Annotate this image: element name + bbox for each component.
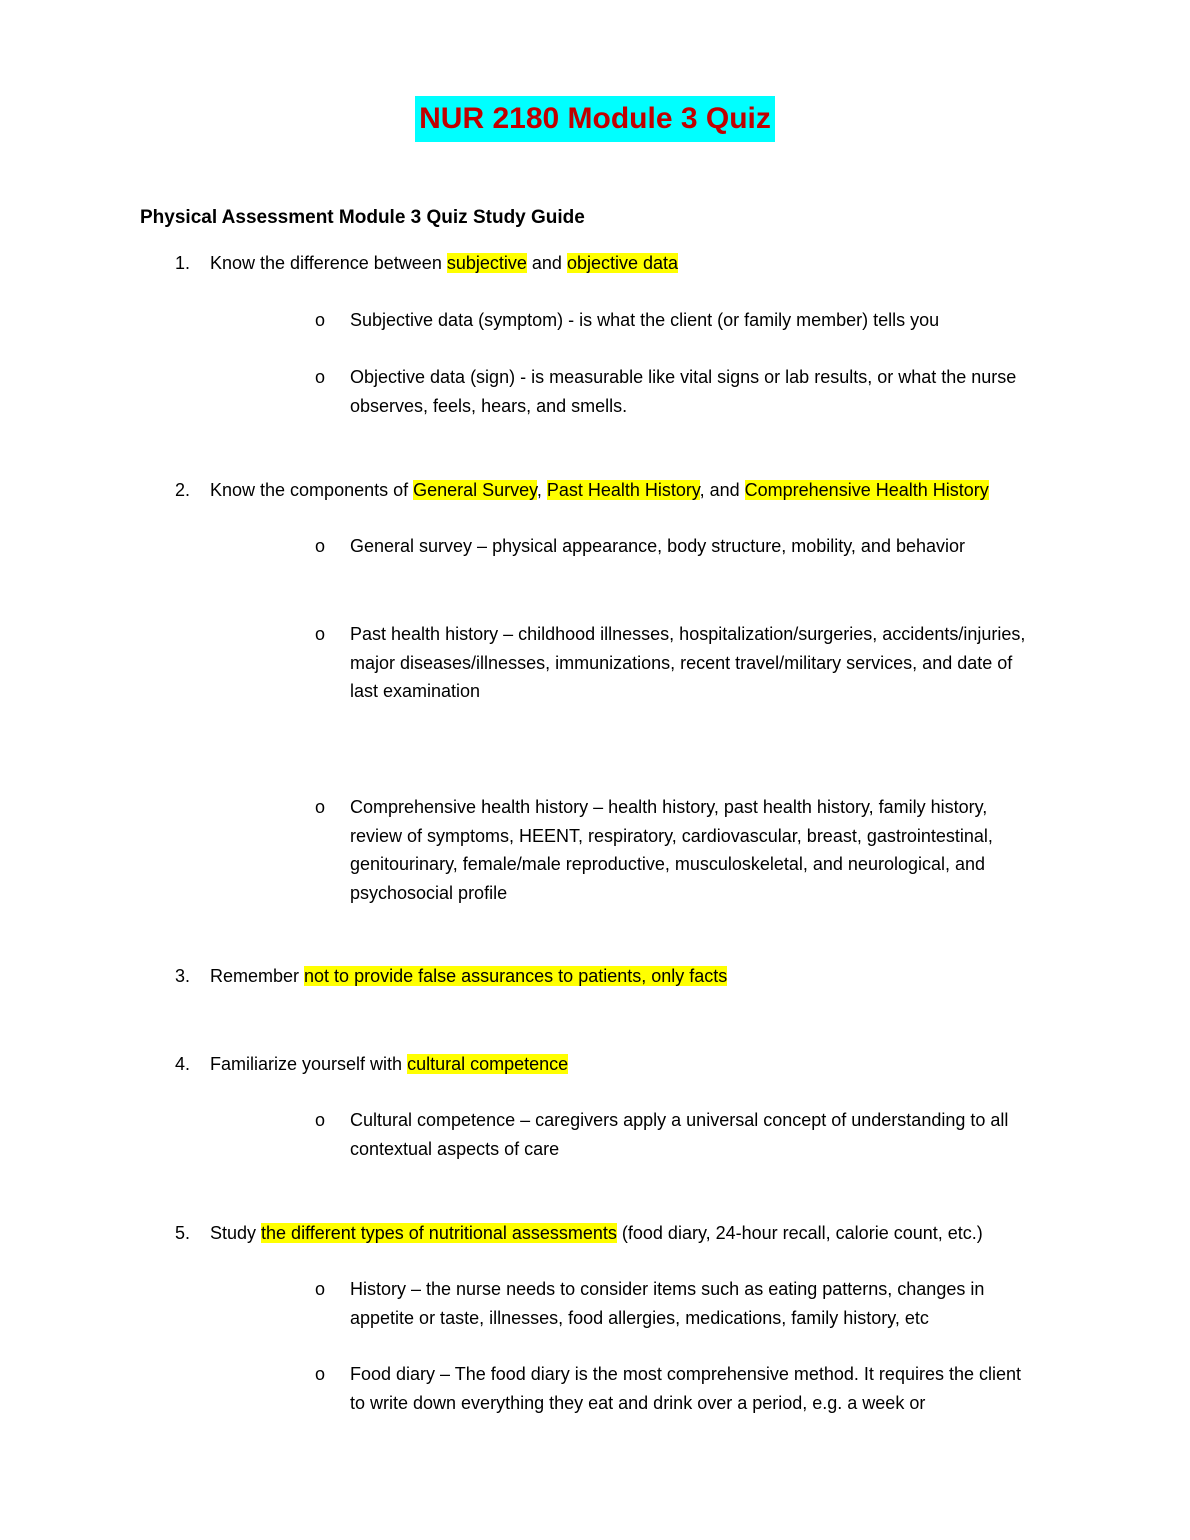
text-run: and [526, 253, 567, 273]
bullet-text: Comprehensive health history – health history, past health history, family history, review of symptoms, HEENT, respiratory, cardiovascular, breast, gastrointestinal, genitourinary, female/male reproductive, musculoskeletal, and neurological, and psychosocial profile [350, 797, 993, 903]
highlighted-term: cultural competence [407, 1054, 569, 1074]
bullet-marker: o [315, 310, 326, 330]
item-number: 4. [175, 1054, 191, 1074]
bullet-text: General survey – physical appearance, body structure, mobility, and behavior [350, 536, 965, 556]
bullet-text: Past health history – childhood illnesses, hospitalization/surgeries, accidents/injuries, major diseases/illnesses, immunizations, recent travel/military services, and date of last examination [350, 624, 1026, 701]
bullet-text: Food diary – The food diary is the most comprehensive method. It requires the client to write down everything they eat and drink over a period, e.g. a week or [350, 1364, 1022, 1413]
bullet-text: Subjective data (symptom) - is what the client (or family member) tells you [350, 310, 940, 330]
sub-bullet [315, 1106, 1040, 1163]
item-text [210, 476, 1005, 505]
page-title: NUR 2180 Module 3 Quiz [415, 96, 775, 142]
sub-bullet [315, 532, 1040, 561]
text-run: (food diary, 24-hour recall, calorie count, etc.) [616, 1223, 983, 1243]
list-item-1 [175, 249, 1005, 278]
text-run: Familiarize yourself with [210, 1054, 408, 1074]
bullet-marker: o [315, 1110, 326, 1130]
text-run: Study [210, 1223, 262, 1243]
list-item-4 [175, 1050, 1005, 1079]
list-item-3 [175, 962, 1005, 991]
item-number: 5. [175, 1223, 191, 1243]
text-run: Remember [210, 966, 305, 986]
text-run: , [536, 480, 547, 500]
highlighted-term: objective data [566, 253, 679, 273]
sub-bullet [315, 620, 1040, 706]
item-text [210, 962, 1005, 991]
section-heading: Physical Assessment Module 3 Quiz Study Guide [140, 207, 585, 228]
bullet-text: Cultural competence – caregivers apply a universal concept of understanding to all contextual aspects of care [350, 1110, 1009, 1159]
highlighted-term: General Survey [413, 480, 537, 500]
text-run: , and [699, 480, 745, 500]
highlighted-term: subjective [446, 253, 527, 273]
highlighted-term: the different types of nutritional assessments [261, 1223, 617, 1243]
bullet-text: History – the nurse needs to consider items such as eating patterns, changes in appetite or taste, illnesses, food allergies, medications, family history, etc [350, 1279, 985, 1328]
highlighted-term: Past Health History [546, 480, 700, 500]
text-run: Know the difference between [210, 253, 447, 273]
bullet-marker: o [315, 1279, 326, 1299]
item-number: 1. [175, 253, 191, 273]
bullet-marker: o [315, 367, 326, 387]
item-text [210, 1050, 1005, 1079]
highlighted-term: not to provide false assurances to patients, only facts [304, 966, 728, 986]
sub-bullet [315, 306, 1040, 335]
sub-bullet [315, 1275, 1040, 1332]
bullet-marker: o [315, 624, 326, 644]
list-item-5 [175, 1219, 1005, 1248]
item-number: 2. [175, 480, 191, 500]
sub-bullet [315, 363, 1040, 420]
bullet-text: Objective data (sign) - is measurable like vital signs or lab results, or what the nurse observes, feels, hears, and smells. [350, 367, 1017, 416]
bullet-marker: o [315, 1364, 326, 1384]
sub-bullet [315, 793, 1040, 907]
item-text [210, 1219, 1005, 1248]
list-item-2 [175, 476, 1005, 505]
bullet-marker: o [315, 536, 326, 556]
title-container [0, 96, 1190, 142]
item-text [210, 249, 1005, 278]
item-number: 3. [175, 966, 191, 986]
bullet-marker: o [315, 797, 326, 817]
sub-bullet [315, 1360, 1040, 1417]
highlighted-term: Comprehensive Health History [744, 480, 989, 500]
text-run: Know the components of [210, 480, 414, 500]
